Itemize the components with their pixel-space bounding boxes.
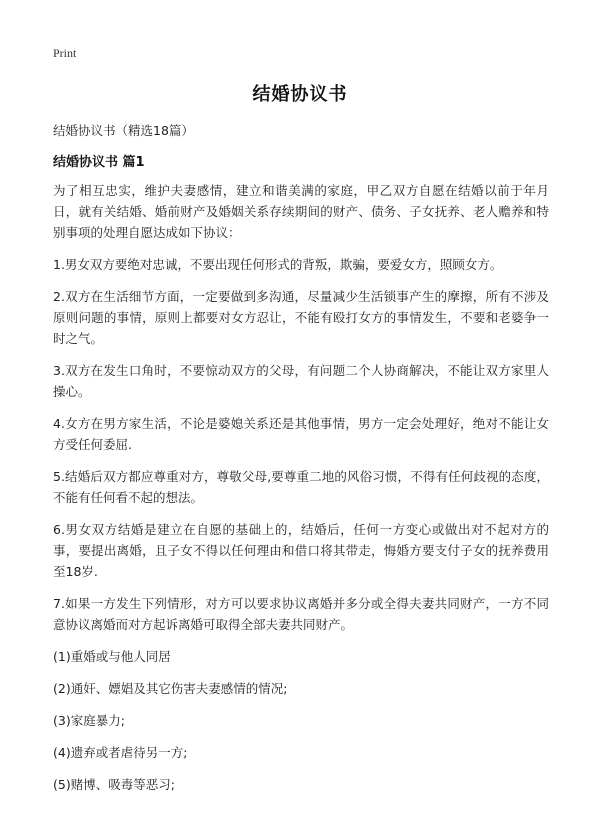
list-item: (2)通奸、嫖娼及其它伤害夫妻感情的情况;	[53, 681, 288, 696]
list-item: (1)重婚或与他人同居	[53, 649, 171, 664]
list-item: (4)遗弃或者虐待另一方;	[53, 745, 188, 760]
clause-paragraph: 2.双方在生活细节方面，一定要做到多沟通，尽量减少生活锁事产生的摩擦，所有不涉及原则问题的事情，原则上都要对女方忍让，不能有殴打女方的事情发生，不要和老婆争一时之气。	[53, 289, 549, 346]
clause-paragraph: 7.如果一方发生下列情形，对方可以要求协议离婚并多分或全得夫妻共同财产，一方不同意协议离婚而对方起诉离婚可取得全部夫妻共同财产。	[53, 596, 549, 632]
document-subtitle: 结婚协议书（精选18篇）	[53, 123, 194, 138]
clause-paragraph: 3.双方在发生口角时，不要惊动双方的父母，有问题二个人协商解决，不能让双方家里人操心。	[53, 363, 549, 399]
list-item: (5)赌博、吸毒等恶习;	[53, 777, 175, 792]
clause-paragraph: 1.男女双方要绝对忠诚，不要出现任何形式的背叛，欺骗，要爱女方，照顾女方。	[53, 257, 503, 272]
section-heading: 结婚协议书 篇1	[53, 155, 145, 170]
clause-paragraph: 5.结婚后双方都应尊重对方，尊敬父母,要尊重二地的风俗习惯，不得有任何歧视的态度，不能有任何看不起的想法。	[53, 469, 549, 505]
list-item: (3)家庭暴力;	[53, 713, 125, 728]
document-body	[53, 180, 549, 806]
document-title: 结婚协议书	[252, 84, 348, 105]
intro-paragraph: 为了相互忠实，维护夫妻感情，建立和谐美满的家庭，甲乙双方自愿在结婚以前于年月日，就有关结婚、婚前财产及婚姻关系存续期间的财产、债务、子女抚养、老人赡养和特别事项的处理自愿达成如下协议：	[53, 183, 549, 240]
clause-paragraph: 4.女方在男方家生活，不论是婆媳关系还是其他事情，男方一定会处理好，绝对不能让女方受任何委屈.	[53, 416, 549, 452]
print-link[interactable]: Print	[53, 46, 77, 60]
clause-paragraph: 6.男女双方结婚是建立在自愿的基础上的，结婚后，任何一方变心或做出对不起对方的事，要提出离婚，且子女不得以任何理由和借口将其带走，悔婚方要支付子女的抚养费用至18岁.	[53, 522, 549, 579]
